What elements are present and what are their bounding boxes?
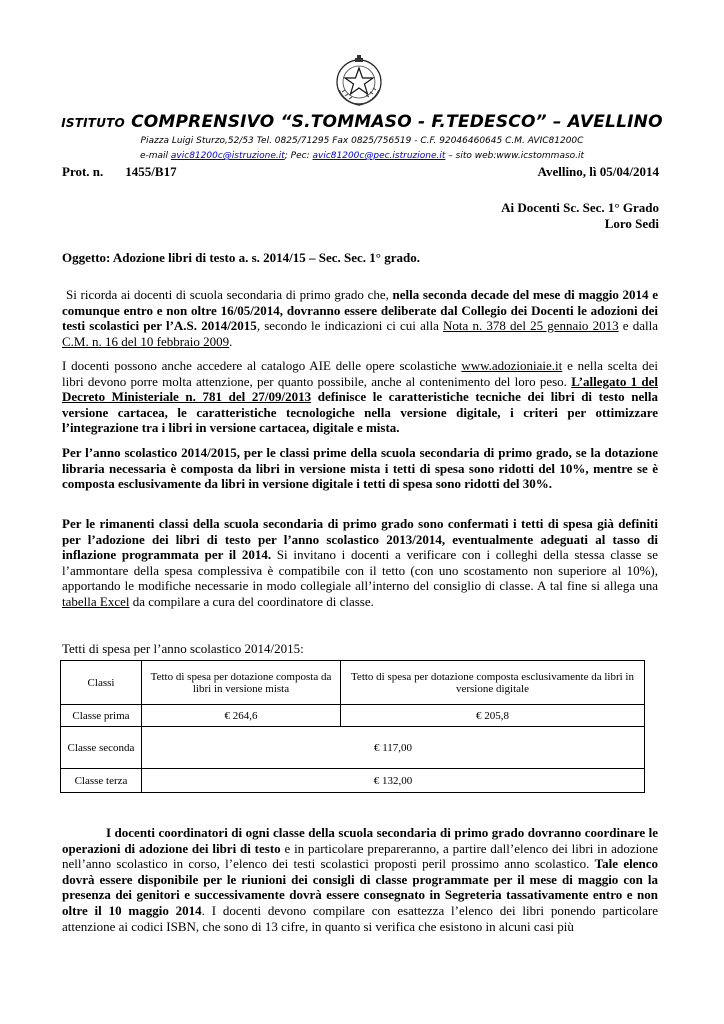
nota-link[interactable]: Nota n. 378 del 25 gennaio 2013 — [443, 318, 619, 334]
table-caption: Tetti di spesa per l’anno scolastico 2014/2015: — [62, 641, 304, 656]
header-mista: Tetto di spesa per dotazione composta da libri in versione mista — [142, 661, 341, 705]
institute-contacts: e-mail avic81200c@istruzione.it; Pec: avic81200c@pec.istruzione.it – sito web:www.icstommaso.it — [139, 151, 585, 161]
recipient-line-2: Loro Sedi — [604, 216, 659, 231]
cell-unico: € 117,00 — [142, 727, 645, 769]
recipient-line-1: Ai Docenti Sc. Sec. 1° Grado — [501, 200, 659, 215]
institute-address: Piazza Luigi Sturzo,52/53 Tel. 0825/71295 Fax 0825/756519 - C.F. 92046460645 C.M. AVIC81200C — [140, 136, 584, 146]
paragraph-5: I docenti coordinatori di ogni classe della scuola secondaria di primo grado dovranno coordinare le operazioni di adozione dei libri di testo e in particolare prepareranno, a partire dall’elenco dei libri in adozione nell’anno scolastico in corso, l’elenco dei testi scolastici proposti peril prossimo anno scolastico. Tale elenco dovrà essere disponibile per le riunioni dei consigli di classe programmate per il mese di maggio con la presenza dei genitori e successivamente dovrà essere consegnato in Segreteria tassativamente entro e non oltre il 10 maggio 2014. I docenti devono compilare con esattezza l’elenco dei libri ponendo particolare attenzione ai codici ISBN, che sono di 13 cifre, in quanto si verifica che esistono in alcuni casi più — [62, 825, 658, 934]
pec-link[interactable]: avic81200c@pec.istruzione.it — [312, 151, 446, 161]
paragraph-4: Per le rimanenti classi della scuola secondaria di primo grado sono confermati i tetti di spesa già definiti per l’adozione dei libri di testo per l’anno scolastico 2013/2014, eventualmente adeguati al tasso di inflazione programmata per il 2014. Si invitano i docenti a verificare con i colleghi della stessa classe se l’ammontare della spesa complessiva è compatibile con il tetto (con uno scostamento non superiore al 10%), apportando le modifiche necessarie in modo collegiale all’interno del consiglio di classe. A tal fine si allega una tabella Excel da compilare a cura del coordinatore di classe. — [62, 516, 659, 609]
institute-title: ISTITUTO COMPRENSIVO “S.TOMMASO - F.TEDESCO” – AVELLINO — [61, 112, 663, 132]
tabella-excel-link[interactable]: tabella Excel — [62, 593, 130, 609]
table-row — [61, 705, 645, 727]
cell-mista: € 264,6 — [142, 705, 341, 727]
subject-line: Oggetto: Adozione libri di testo a. s. 2014/15 – Sec. Sec. 1° grado. — [62, 250, 420, 265]
decreto-link[interactable]: L’allegato 1 del Decreto Ministeriale n. 781 del 27/09/2013 — [62, 373, 658, 405]
place-date: Avellino, lì 05/04/2014 — [537, 164, 659, 179]
table-row — [61, 727, 645, 769]
header-classi: Classi — [61, 661, 142, 705]
protocol-number: Prot. n. 1455/B17 — [62, 164, 177, 179]
cell-classe: Classe terza — [61, 769, 142, 793]
paragraph-3: Per l’anno scolastico 2014/2015, per le classi prime della scuola secondaria di primo grado, se la dotazione libraria necessaria è composta da libri in versione mista i tetti di spesa sono ridotti del 10%, mentre se è composta esclusivamente da libri in versione digitale i tetti di spesa sono ridotti del 30%. — [62, 445, 658, 492]
cell-classe: Classe prima — [61, 705, 142, 727]
header-digitale: Tetto di spesa per dotazione composta esclusivamente da libri in versione digitale — [341, 661, 645, 705]
cell-digitale: € 205,8 — [341, 705, 645, 727]
email-link[interactable]: avic81200c@istruzione.it — [170, 151, 285, 161]
cm-link[interactable]: C.M. n. 16 del 10 febbraio 2009 — [62, 333, 230, 349]
italian-republic-emblem-icon — [330, 52, 388, 110]
spending-caps-table — [60, 660, 645, 793]
adozioniaie-link[interactable]: www.adozioniaie.it — [461, 358, 563, 373]
paragraph-1: Si ricorda ai docenti di scuola secondaria di primo grado che, nella seconda decade del mese di maggio 2014 e comunque entro e non oltre 16/05/2014, dovranno essere deliberate dal Collegio dei Docenti le adozioni dei testi scolastici per l’A.S. 2014/2015, secondo le indicazioni ci cui alla Nota n. 378 del 25 gennaio 2013 e dalla C.M. n. 16 del 10 febbraio 2009. — [62, 287, 658, 349]
table-header-row — [61, 661, 645, 705]
paragraph-2: I docenti possono anche accedere al catalogo AIE delle opere scolastiche www.adozioniaie.it e nella scelta dei libri devono porre molta attenzione, per quanto possibile, anche al contenimento del loro peso. L’allegato 1 del Decreto Ministeriale n. 781 del 27/09/2013 definisce le caratteristiche tecniche dei libri di testo nella versione cartacea, le caratteristiche tecnologiche nella versione digitale, i criteri per ottimizzare l’integrazione tra i libri in versione cartacea, digitale e mista. — [62, 358, 658, 436]
cell-classe: Classe seconda — [61, 727, 142, 769]
cell-unico: € 132,00 — [142, 769, 645, 793]
table-row — [61, 769, 645, 793]
